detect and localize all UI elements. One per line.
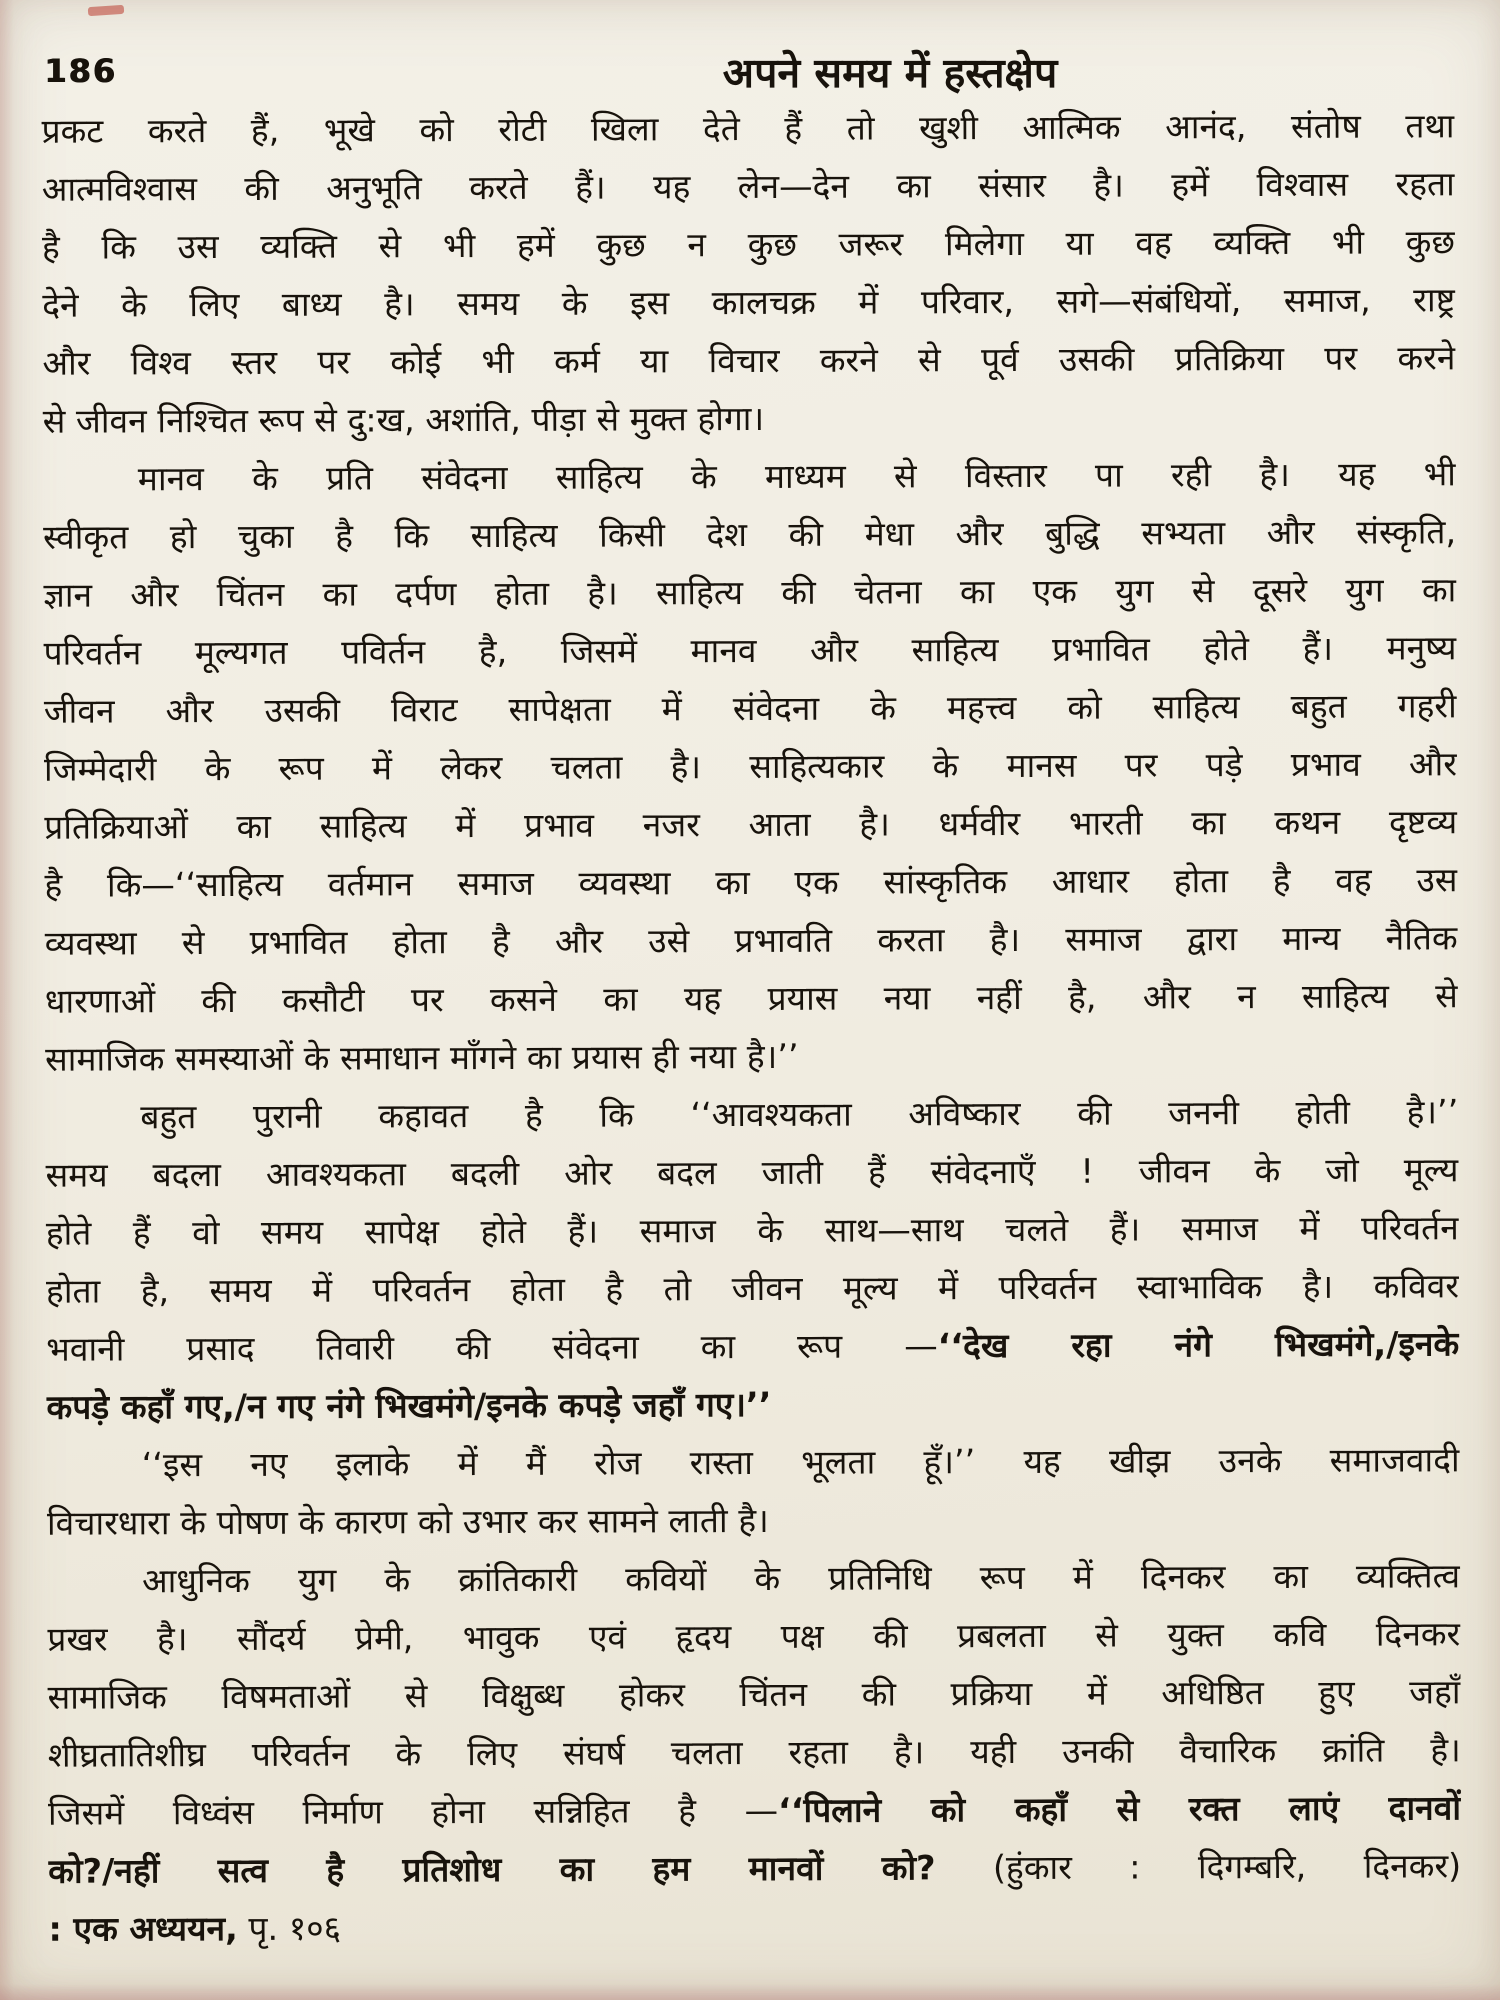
scan-artifact-left-edge	[0, 0, 14, 2000]
body-text-segment: विचारधारा के पोषण के कारण को उभार कर सामने लाती है।	[46, 1500, 769, 1543]
body-text-segment: भवानी प्रसाद तिवारी की संवेदना का रूप —	[46, 1326, 938, 1369]
scan-artifact-red-mark	[88, 5, 125, 16]
bold-verse-segment: : एक अध्ययन,	[48, 1908, 238, 1949]
text-line	[42, 213, 1455, 276]
text-line	[45, 1083, 1458, 1146]
text-line	[46, 1315, 1459, 1378]
body-text-segment: है कि उस व्यक्ति से भी हमें कुछ न कुछ जरूर मिलेगा या वह व्यक्ति भी कुछ	[41, 222, 1456, 267]
body-text-segment: जिसमें विध्वंस निर्माण होना सन्निहित है —	[47, 1790, 779, 1833]
text-line	[44, 851, 1457, 914]
text-line	[47, 1547, 1460, 1610]
body-text-segment: जीवन और उसकी विराट सापेक्षता में संवेदना के महत्त्व को साहित्य बहुत गहरी	[43, 686, 1457, 731]
body-text-segment: प्रखर है। सौंदर्य प्रेमी, भावुक एवं हृदय पक्ष की प्रबलता से युक्त कवि दिनकर	[47, 1614, 1461, 1659]
text-line	[43, 503, 1456, 566]
text-line	[45, 967, 1458, 1030]
text-line	[47, 1431, 1460, 1494]
body-text-segment: परिवर्तन मूल्यगत पविर्तन है, जिसमें मानव और साहित्य प्रभावित होते हैं। मनुष्य	[43, 628, 1457, 673]
body-text-segment: होते हैं वो समय सापेक्ष होते हैं। समाज के साथ—साथ चलते हैं। समाज में परिवर्तन	[45, 1208, 1459, 1253]
bold-verse-segment: को?/नहीं सत्व है प्रतिशोध का हम मानवों को?	[48, 1848, 936, 1891]
text-line	[44, 677, 1457, 740]
page-number: 186	[44, 52, 117, 90]
text-line	[44, 793, 1457, 856]
text-line	[43, 387, 1456, 450]
body-text-segment: शीघ्रतातिशीघ्र परिवर्तन के लिए संघर्ष चलता रहता है। यही उनकी वैचारिक क्रांति है।	[47, 1730, 1461, 1775]
running-title: अपने समय में हस्तक्षेप	[722, 49, 1058, 97]
body-text-segment: है कि—‘‘साहित्य वर्तमान समाज व्यवस्था का एक सांस्कृतिक आधार होता है वह उस	[44, 860, 1458, 905]
body-text-segment: सामाजिक विषमताओं से विक्षुब्ध होकर चिंतन की प्रक्रिया में अधिष्ठित हुए जहाँ	[47, 1672, 1461, 1717]
text-line	[44, 735, 1457, 798]
bold-verse-segment: कपड़े कहाँ गए,/न गए नंगे भिखमंगे/इनके कपड़े जहाँ गए।’’	[46, 1384, 772, 1427]
scan-artifact-bottom-edge	[0, 1984, 1500, 2000]
body-text-segment: प्रकट करते हैं, भूखे को रोटी खिला देते हैं तो खुशी आत्मिक आनंद, संतोष तथा	[41, 106, 1455, 151]
body-text-segment: जिम्मेदारी के रूप में लेकर चलता है। साहित्यकार के मानस पर पड़े प्रभाव और	[43, 744, 1458, 789]
body-text-segment: और विश्व स्तर पर कोई भी कर्म या विचार करने से पूर्व उसकी प्रतिक्रिया पर करने	[42, 338, 1456, 383]
paragraph	[47, 1547, 1462, 1958]
text-line	[46, 1257, 1459, 1320]
body-text-segment: देने के लिए बाध्य है। समय के इस कालचक्र में परिवार, सगे—संबंधियों, समाज, राष्ट्र	[42, 280, 1456, 325]
body-text-segment: समय बदला आवश्यकता बदली ओर बदल जाती हैं संवेदनाएँ ! जीवन के जो मूल्य	[45, 1150, 1459, 1195]
paragraph	[43, 445, 1458, 1088]
body-text-segment: (हुंकार : दिगम्बरि, दिनकर)	[935, 1846, 1462, 1888]
text-line	[43, 445, 1456, 508]
text-line	[47, 1605, 1460, 1668]
body-text-segment: से जीवन निश्चित रूप से दु:ख, अशांति, पीड़ा से मुक्त होगा।	[42, 398, 765, 441]
text-line	[45, 909, 1458, 972]
body-text	[41, 97, 1461, 1958]
body-text-segment: मानव के प्रति संवेदना साहित्य के माध्यम से विस्तार पा रही है। यह भी	[137, 454, 1456, 499]
bold-verse-segment: ‘‘पिलाने को कहाँ से रक्त लाएं दानवों	[777, 1788, 1462, 1830]
text-line	[42, 329, 1455, 392]
body-text-segment: सामाजिक समस्याओं के समाधान माँगने का प्रयास ही नया है।’’	[45, 1036, 799, 1079]
paragraph	[41, 97, 1455, 450]
body-text-segment: स्वीकृत हो चुका है कि साहित्य किसी देश की मेधा और बुद्धि सभ्यता और संस्कृति,	[43, 512, 1457, 557]
body-text-segment: ज्ञान और चिंतन का दर्पण होता है। साहित्य की चेतना का एक युग से दूसरे युग का	[43, 570, 1457, 615]
text-line	[41, 97, 1454, 160]
paragraph	[47, 1431, 1460, 1552]
text-line	[47, 1489, 1460, 1552]
bold-verse-segment: ‘‘देख रहा नंगे भिखमंगे,/इनके	[937, 1324, 1460, 1366]
text-line	[47, 1663, 1460, 1726]
text-line	[45, 1141, 1458, 1204]
body-text-segment: होता है, समय में परिवर्तन होता है तो जीवन मूल्य में परिवर्तन स्वाभाविक है। कविवर	[45, 1266, 1460, 1311]
text-line	[46, 1373, 1459, 1436]
text-line	[48, 1779, 1461, 1842]
body-text-segment: प्रतिक्रियाओं का साहित्य में प्रभाव नजर आता है। धर्मवीर भारती का कथन दृष्टव्य	[44, 802, 1458, 847]
text-line	[48, 1895, 1461, 1958]
body-text-segment: बहुत पुरानी कहावत है कि ‘‘आवश्यकता अविष्कार की जननी होती है।’’	[140, 1092, 1459, 1137]
body-text-segment: आधुनिक युग के क्रांतिकारी कवियों के प्रतिनिधि रूप में दिनकर का व्यक्तित्व	[142, 1556, 1461, 1601]
text-line	[48, 1721, 1461, 1784]
text-line	[42, 155, 1455, 218]
paragraph	[45, 1083, 1459, 1436]
body-text-segment: धारणाओं की कसौटी पर कसने का यह प्रयास नया नहीं है, और न साहित्य से	[44, 976, 1458, 1021]
text-line	[42, 271, 1455, 334]
text-line	[43, 619, 1456, 682]
text-line	[46, 1199, 1459, 1262]
text-line	[43, 561, 1456, 624]
body-text-segment: आत्मविश्वास की अनुभूति करते हैं। यह लेन—देन का संसार है। हमें विश्वास रहता	[41, 164, 1455, 209]
text-line	[45, 1025, 1458, 1088]
text-line	[48, 1837, 1461, 1900]
body-text-segment: ‘‘इस नए इलाके में मैं रोज रास्ता भूलता हूँ।’’ यह खीझ उनके समाजवादी	[141, 1440, 1460, 1485]
body-text-segment: व्यवस्था से प्रभावित होता है और उसे प्रभावति करता है। समाज द्वारा मान्य नैतिक	[44, 918, 1458, 963]
body-text-segment: पृ. १०६	[237, 1908, 342, 1948]
